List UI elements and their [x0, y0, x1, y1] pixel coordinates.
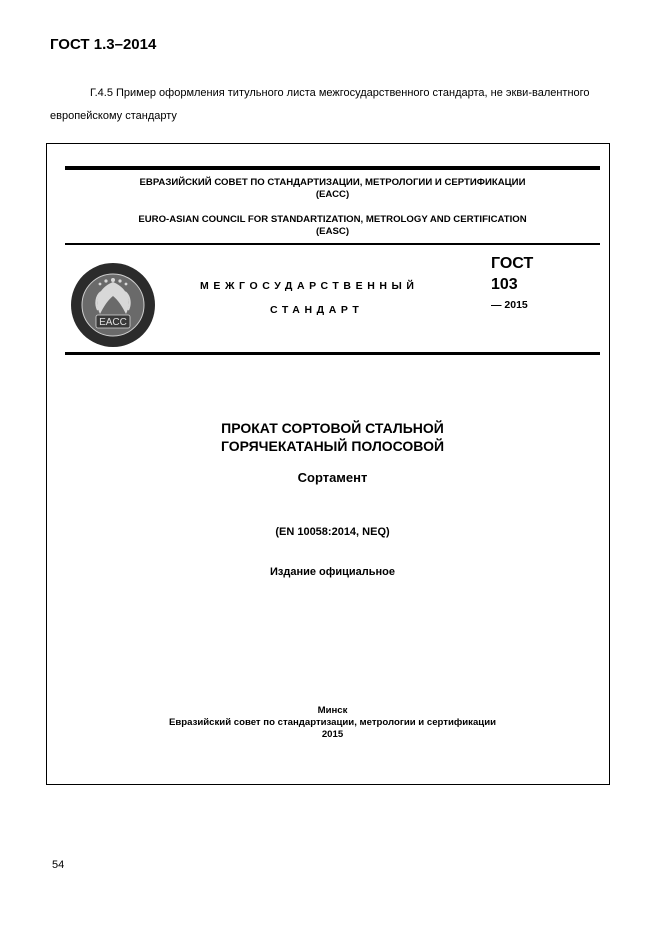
council-name-en — [65, 214, 600, 238]
publisher-name: Евразийский совет по стандартизации, метрологии и сертификации — [168, 717, 496, 728]
top-rule — [65, 166, 600, 170]
publication-year: 2015 — [321, 729, 344, 740]
council-name-ru — [65, 177, 600, 201]
header-bottom-rule — [65, 352, 600, 355]
standard-type-line1: МЕЖГОСУДАРСТВЕННЫЙ — [200, 280, 419, 292]
council-abbr-ru: (ЕАСС) — [315, 189, 350, 200]
council-rule — [65, 243, 600, 245]
gost-number: 103 — [491, 276, 518, 293]
council-name-ru-line: ЕВРАЗИЙСКИЙ СОВЕТ ПО СТАНДАРТИЗАЦИИ, МЕТРОЛОГИИ И СЕРТИФИКАЦИИ — [139, 177, 526, 188]
standard-title-line2: ГОРЯЧЕКАТАНЫЙ ПОЛОСОВОЙ — [220, 438, 445, 454]
publication-info — [65, 705, 600, 741]
edition-note: Издание официальное — [269, 566, 396, 578]
standard-title — [65, 419, 600, 455]
council-name-en-line: EURO-ASIAN COUNCIL FOR STANDARTIZATION, METROLOGY AND CERTIFICATION — [138, 214, 527, 225]
publication-city: Минск — [317, 705, 348, 716]
intro-paragraph: Г.4.5 Пример оформления титульного листа межгосударственного стандарта, не экви-валентного европейскому стандарту — [50, 87, 590, 122]
document-header: ГОСТ 1.3–2014 — [50, 36, 157, 53]
standard-subtitle: Сортамент — [297, 470, 368, 485]
standard-reference: (EN 10058:2014, NEQ) — [275, 526, 390, 538]
title-page-frame — [46, 143, 610, 785]
easc-emblem-icon — [70, 262, 156, 348]
standard-title-line1: ПРОКАТ СОРТОВОЙ СТАЛЬНОЙ — [221, 420, 444, 436]
gost-year: — 2015 — [491, 299, 528, 311]
council-abbr-en: (EASC) — [315, 226, 350, 237]
standard-type-line2: СТАНДАРТ — [270, 304, 364, 316]
gost-label: ГОСТ — [491, 255, 534, 272]
page-number: 54 — [52, 859, 65, 871]
logo-text: EACC — [99, 317, 127, 328]
